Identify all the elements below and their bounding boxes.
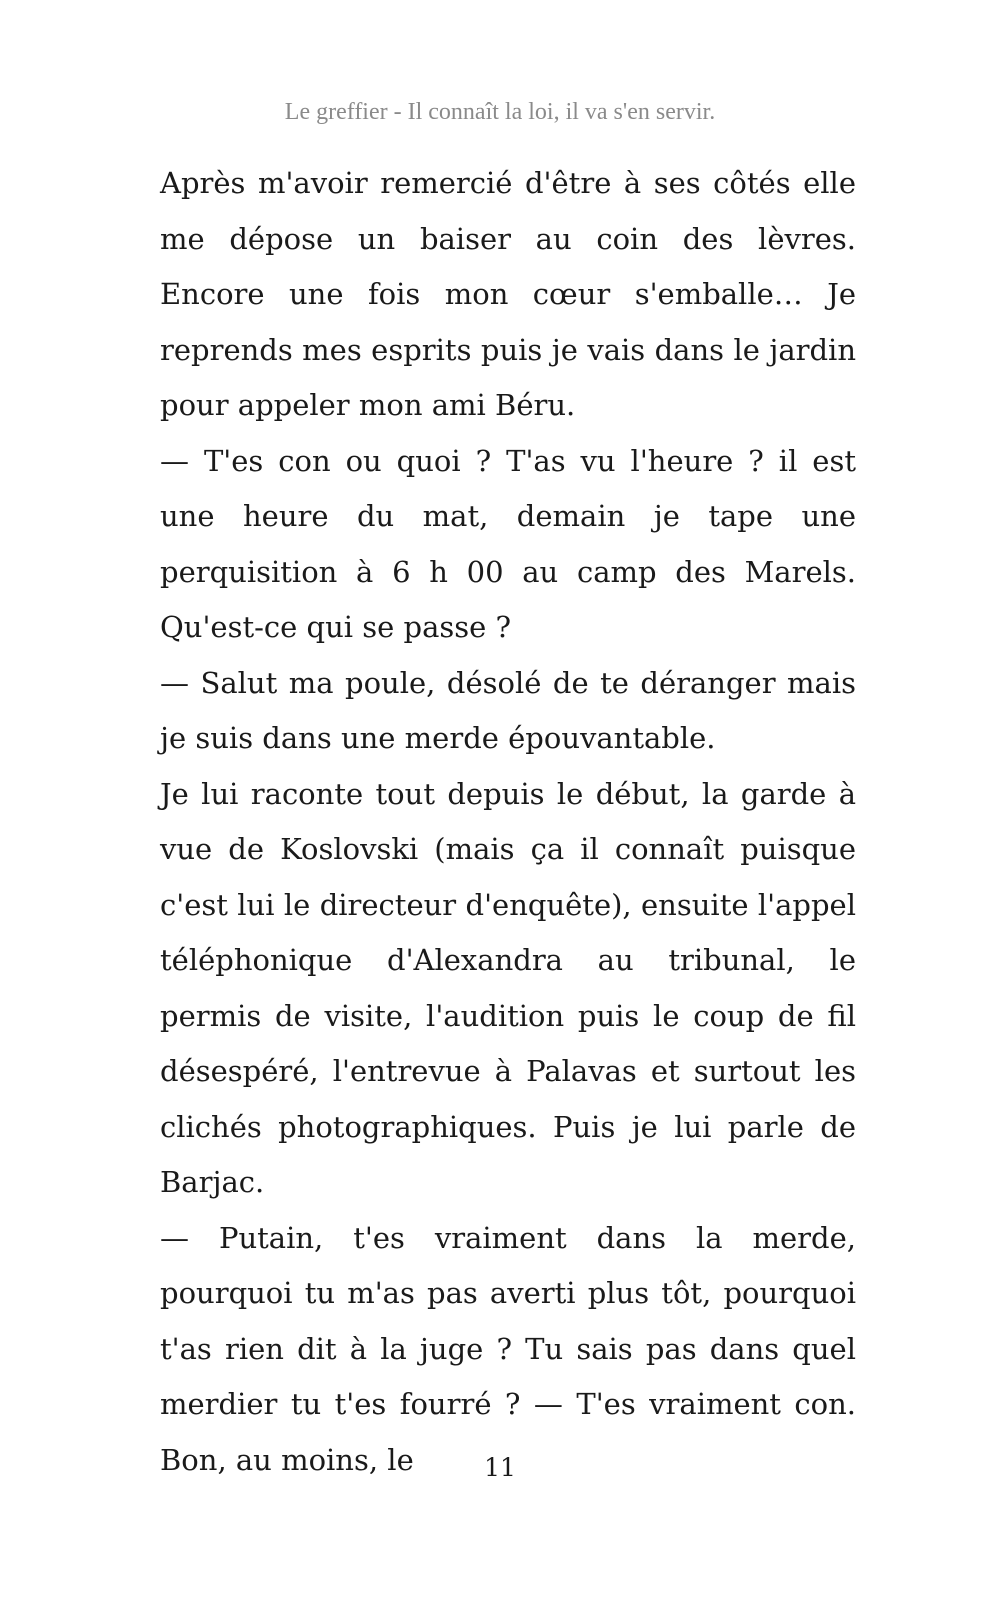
paragraph: Je lui raconte tout depuis le début, la garde à vue de Koslovski (mais ça il connaît puisque c'est lui le directeur d'enquête), ensuite l'appel téléphonique d'Alexandra au tribunal, le permis de visite, l'audition puis le coup de fil désespéré, l'entrevue à Palavas et surtout les clichés photographiques. Puis je lui parle de Barjac. <box>160 776 856 1199</box>
page-number: 11 <box>484 1453 516 1482</box>
paragraph: — Salut ma poule, désolé de te déranger mais je suis dans une merde épouvantable. <box>160 665 856 755</box>
paragraph: — Putain, t'es vraiment dans la merde, pourquoi tu m'as pas averti plus tôt, pourquoi t'as rien dit à la juge ? Tu sais pas dans quel merdier tu t'es fourré ? — T'es vraiment con. Bon, au moins, le <box>160 1220 856 1477</box>
paragraph: — T'es con ou quoi ? T'as vu l'heure ? il est une heure du mat, demain je tape une perquisition à 6 h 00 au camp des Marels. Qu'est-ce qui se passe ? <box>160 443 856 644</box>
paragraph: Après m'avoir remercié d'être à ses côtés elle me dépose un baiser au coin des lèvres. Encore une fois mon cœur s'emballe… Je reprends mes esprits puis je vais dans le jardin pour appeler mon ami Béru. <box>160 166 856 422</box>
running-header: Le greffier - Il connaît la loi, il va s'en servir. <box>284 99 716 125</box>
page-body <box>160 156 856 1488</box>
